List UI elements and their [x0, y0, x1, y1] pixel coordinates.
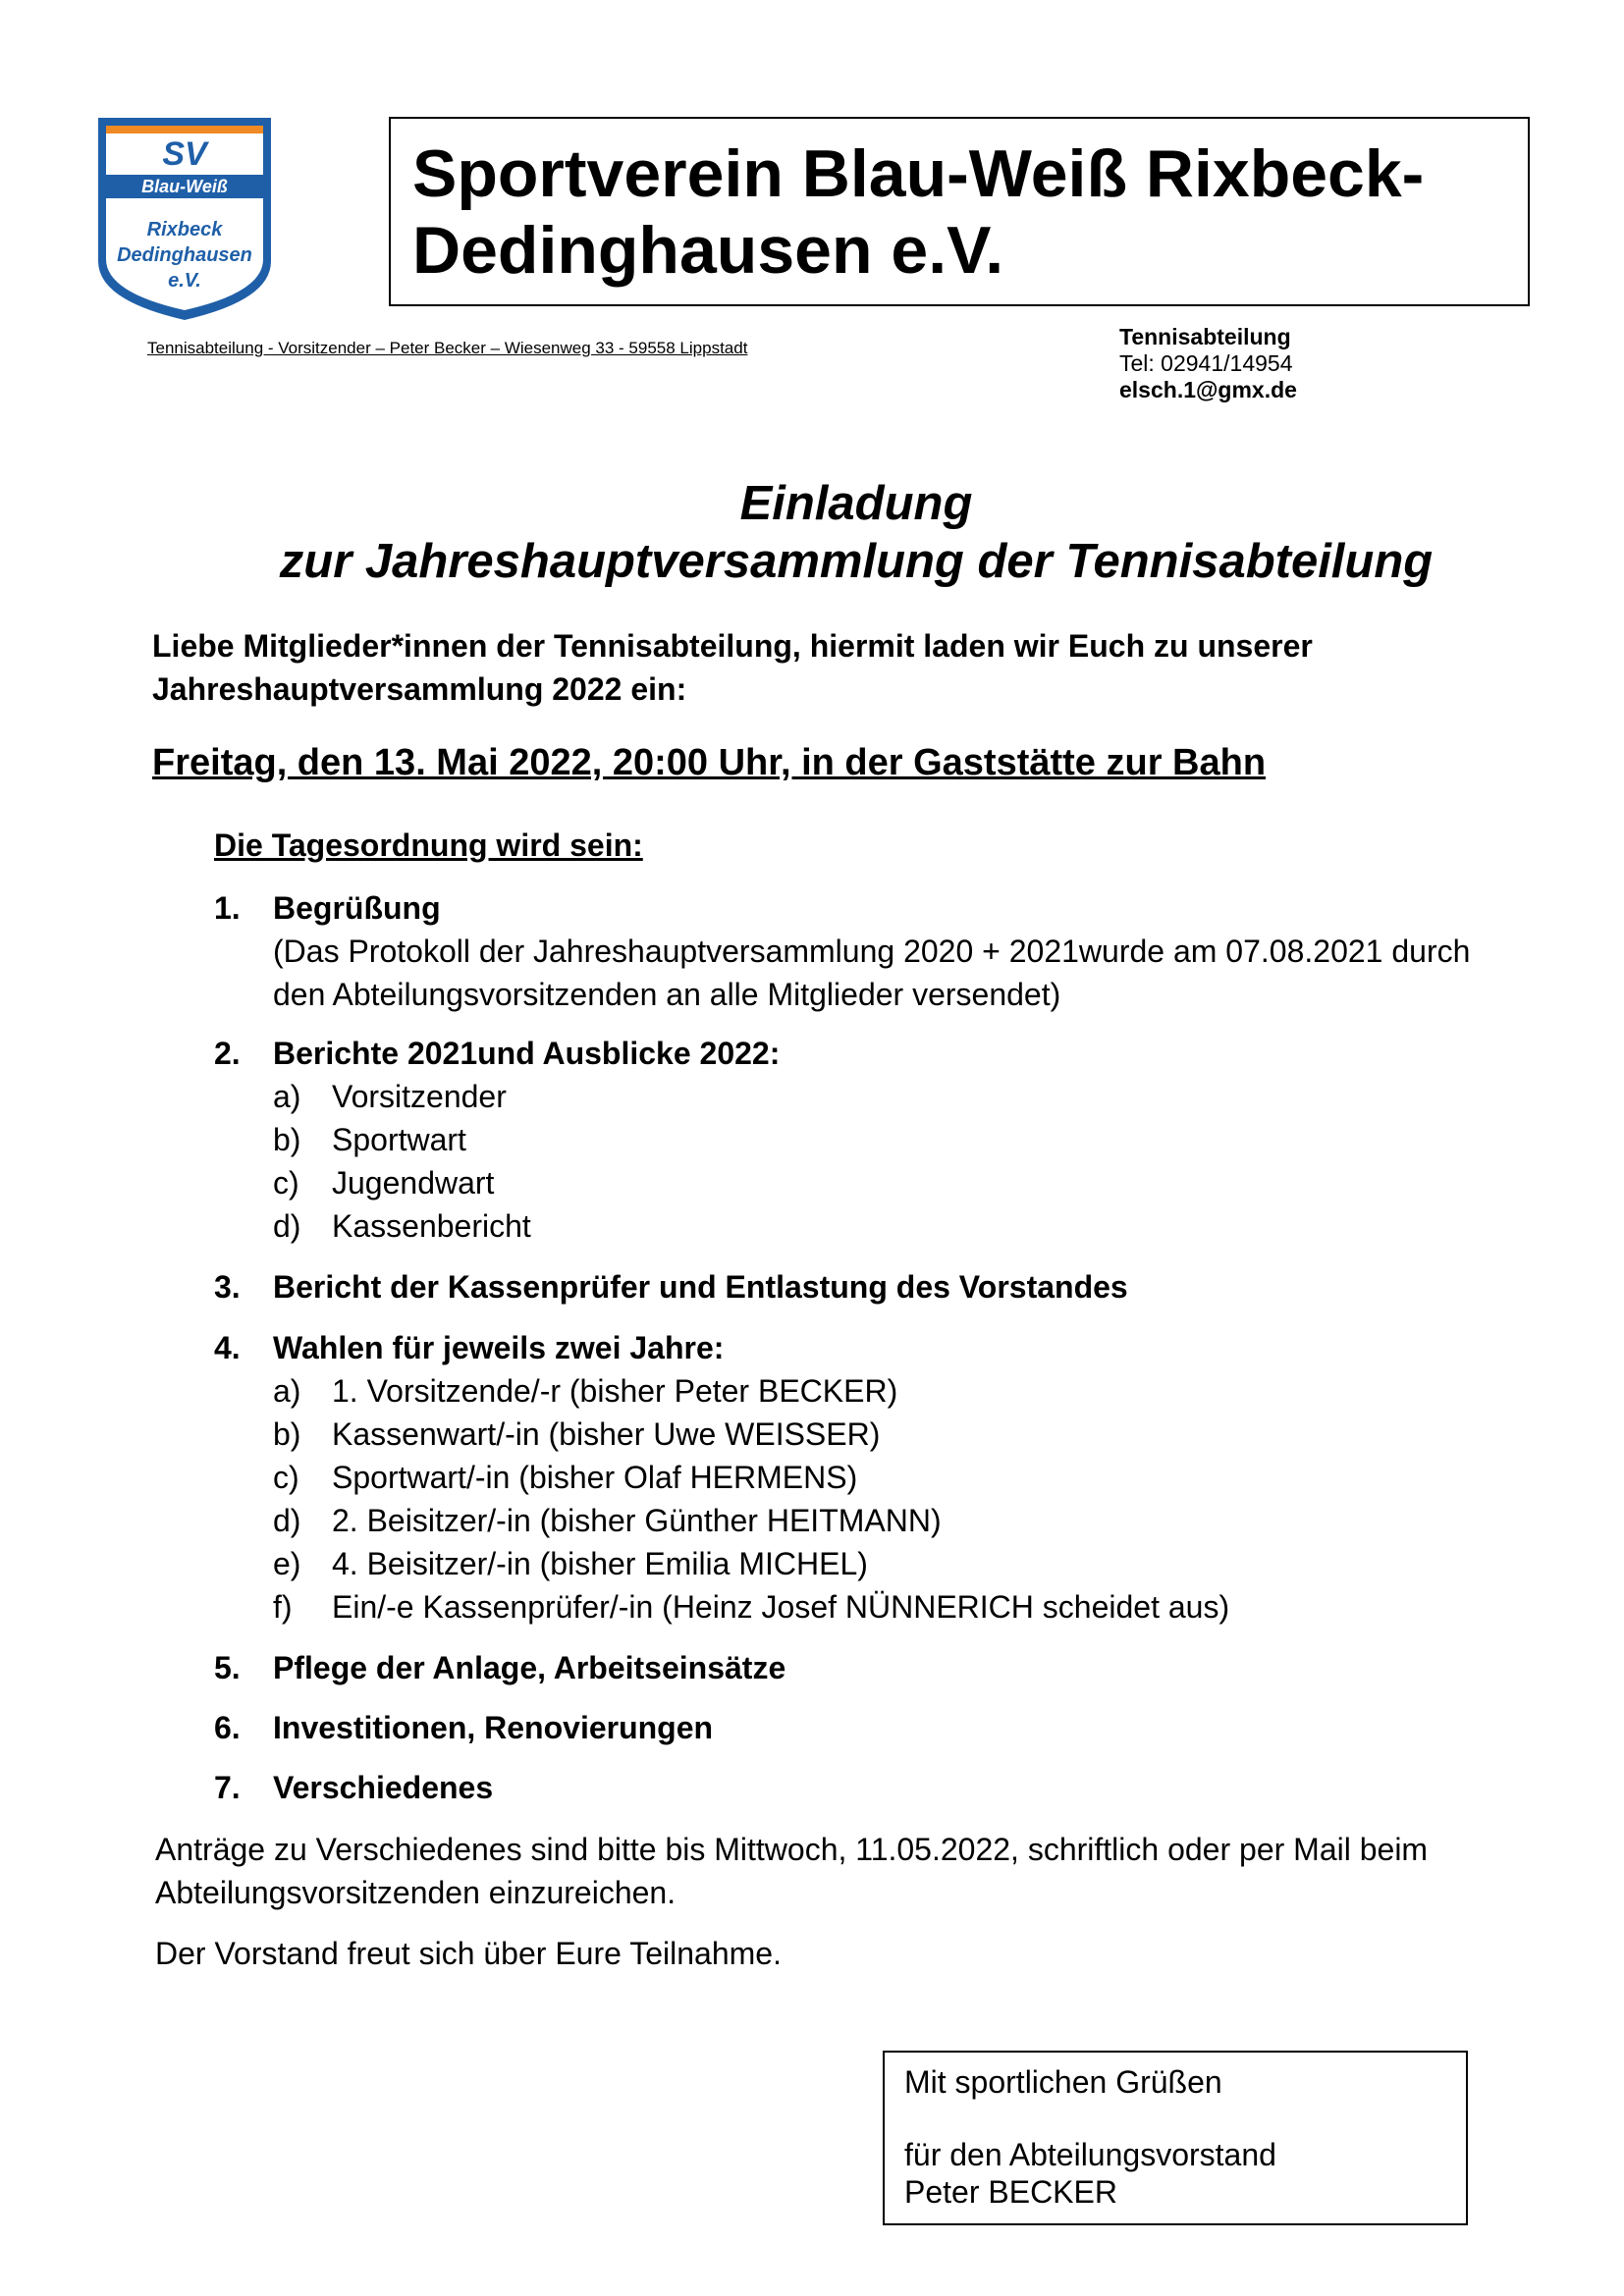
meeting-date-line: Freitag, den 13. Mai 2022, 20:00 Uhr, in der Gaststätte zur Bahn	[152, 742, 1267, 783]
sub-item-letter: f)	[273, 1589, 293, 1625]
agenda-item-number: 4.	[214, 1330, 241, 1365]
logo-line1: Blau-Weiß	[141, 177, 228, 196]
signature-for-line: für den Abteilungsvorstand	[904, 2137, 1276, 2172]
sub-item-text: Sportwart/-in (bisher Olaf HERMENS)	[332, 1460, 858, 1495]
closing-thanks: Der Vorstand freut sich über Eure Teilnahme.	[155, 1936, 782, 1971]
document-heading-line2: zur Jahreshauptversammlung der Tennisabteilung	[279, 535, 1434, 588]
sub-item-letter: c)	[273, 1165, 299, 1201]
agenda-item-note-line2: den Abteilungsvorsitzenden an alle Mitglieder versendet)	[273, 977, 1061, 1012]
agenda-item-title: Verschiedenes	[273, 1770, 494, 1805]
sub-item-letter: d)	[273, 1208, 301, 1244]
logo-abbr: SV	[162, 135, 207, 173]
sub-item-text: 2. Beisitzer/-in (bisher Günther HEITMANN)	[332, 1503, 942, 1538]
intro-line1: Liebe Mitglieder*innen der Tennisabteilung, hiermit laden wir Euch zu unserer	[152, 628, 1313, 664]
sub-item-letter: d)	[273, 1503, 301, 1538]
sub-item-text: Jugendwart	[332, 1165, 495, 1201]
logo-line3: Dedinghausen	[117, 244, 252, 266]
signature-name: Peter BECKER	[904, 2174, 1117, 2210]
contact-phone: Tel: 02941/14954	[1119, 350, 1293, 376]
agenda-item-title: Berichte 2021und Ausblicke 2022:	[273, 1036, 781, 1071]
agenda-item-number: 7.	[214, 1770, 241, 1805]
agenda-item-title: Bericht der Kassenprüfer und Entlastung des Vorstandes	[273, 1269, 1128, 1305]
sub-item-text: Vorsitzender	[332, 1079, 507, 1114]
sub-item-text: Kassenbericht	[332, 1208, 531, 1244]
sub-item-letter: a)	[273, 1079, 301, 1114]
signature-box	[883, 2051, 1468, 2225]
contact-email: elsch.1@gmx.de	[1119, 377, 1297, 402]
sub-item-letter: b)	[273, 1122, 301, 1157]
submission-note-line2: Abteilungsvorsitzenden einzureichen.	[155, 1875, 677, 1910]
sub-item-text: 4. Beisitzer/-in (bisher Emilia MICHEL)	[332, 1546, 868, 1581]
sub-item-letter: c)	[273, 1460, 299, 1495]
agenda-item-number: 2.	[214, 1036, 241, 1071]
contact-block	[1119, 324, 1297, 403]
logo-line4: e.V.	[168, 270, 201, 292]
agenda-item-title: Wahlen für jeweils zwei Jahre:	[273, 1330, 725, 1365]
club-title-line2: Dedinghausen e.V.	[412, 213, 1004, 288]
agenda-item-title: Begrüßung	[273, 890, 441, 926]
logo-orange-stripe	[106, 126, 263, 133]
agenda-item-title: Pflege der Anlage, Arbeitseinsätze	[273, 1650, 786, 1685]
contact-department: Tennisabteilung	[1119, 324, 1291, 349]
intro-line2: Jahreshauptversammlung 2022 ein:	[152, 671, 687, 707]
sender-address: Tennisabteilung - Vorsitzender – Peter Becker – Wiesenweg 33 - 59558 Lippstadt	[147, 339, 748, 357]
club-title-line1: Sportverein Blau-Weiß Rixbeck-	[412, 136, 1425, 211]
agenda-heading: Die Tagesordnung wird sein:	[214, 828, 643, 863]
agenda-item-number: 5.	[214, 1650, 241, 1685]
sub-item-text: 1. Vorsitzende/-r (bisher Peter BECKER)	[332, 1373, 898, 1409]
sub-item-letter: a)	[273, 1373, 301, 1409]
sub-item-text: Kassenwart/-in (bisher Uwe WEISSER)	[332, 1416, 881, 1452]
sub-item-letter: b)	[273, 1416, 301, 1452]
club-logo	[94, 114, 275, 324]
agenda-item-note-line1: (Das Protokoll der Jahreshauptversammlung 2020 + 2021wurde am 07.08.2021 durch	[273, 934, 1471, 969]
agenda-item-title: Investitionen, Renovierungen	[273, 1710, 714, 1745]
title-box	[389, 117, 1530, 306]
agenda-item-number: 1.	[214, 890, 241, 926]
intro-paragraph	[152, 624, 1313, 711]
sub-item-text: Sportwart	[332, 1122, 466, 1157]
agenda-item-number: 3.	[214, 1269, 241, 1305]
submission-note	[155, 1828, 1428, 1914]
sub-item-letter: e)	[273, 1546, 301, 1581]
document-heading-line1: Einladung	[739, 477, 973, 530]
logo-line2: Rixbeck	[146, 219, 223, 240]
submission-note-line1: Anträge zu Verschiedenes sind bitte bis Mittwoch, 11.05.2022, schriftlich oder per Mail beim	[155, 1832, 1429, 1867]
signature-greeting: Mit sportlichen Grüßen	[904, 2064, 1222, 2100]
agenda-item-number: 6.	[214, 1710, 241, 1745]
sub-item-text: Ein/-e Kassenprüfer/-in (Heinz Josef NÜNNERICH scheidet aus)	[332, 1589, 1230, 1625]
